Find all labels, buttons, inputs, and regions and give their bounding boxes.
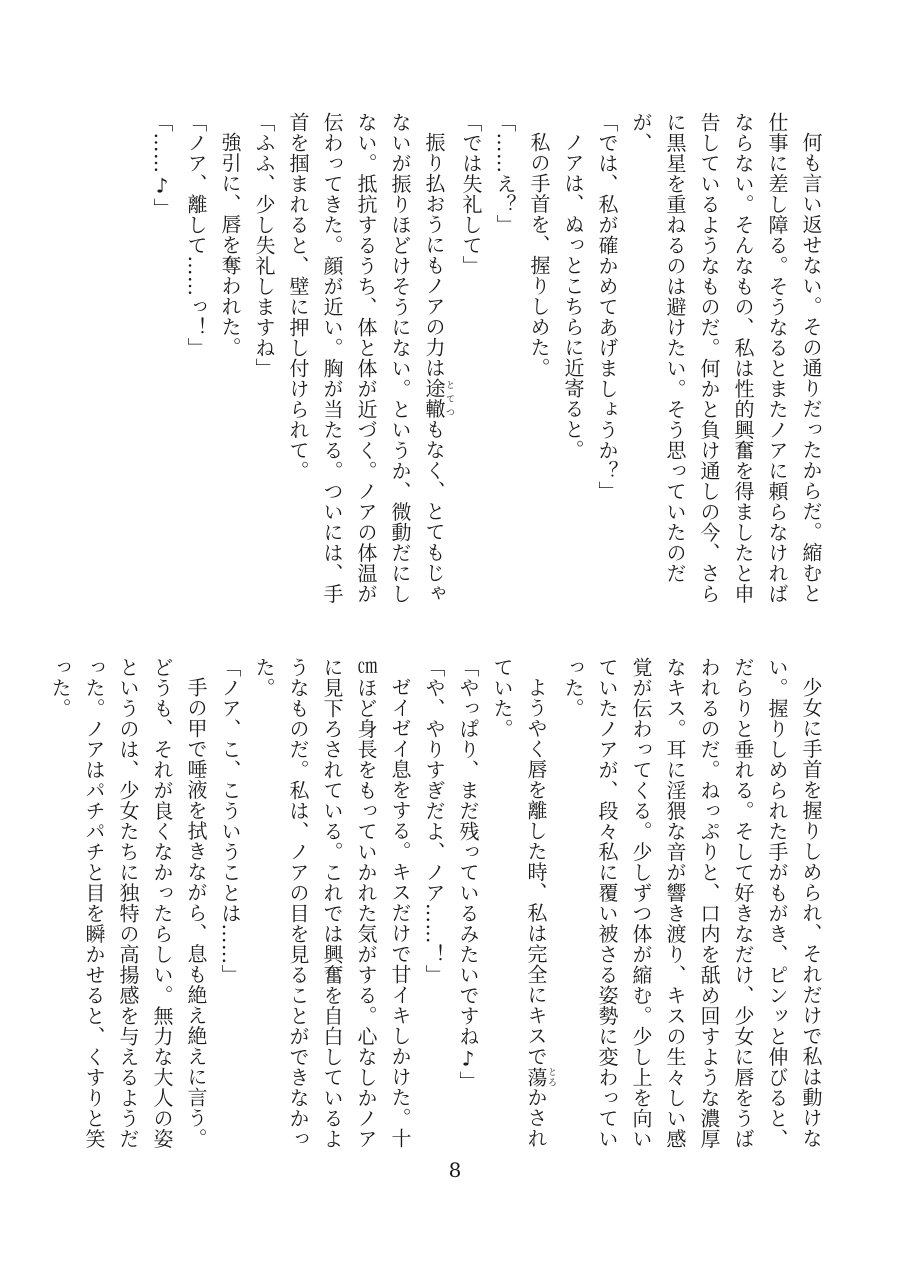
text-segment: ようやく唇を離した時、私は完全にキスで	[524, 677, 548, 1067]
paragraph: ノアは、ぬっとこちらに近寄ると。	[561, 132, 585, 460]
dialogue-line: 「では失礼して」	[459, 112, 483, 276]
paragraph: ゼイゼイ息をする。キスだけで甘イキしかけた。十㎝ほど身長をもっていかれた気がする。心なしかノアに見下ろされている。これでは興奮を自白しているようなものだ。私は、ノアの目を見ることができなかった。	[252, 657, 412, 1149]
ruby-annotation	[422, 378, 454, 419]
ruby-annotation	[524, 1066, 556, 1088]
paragraph: 何も言い返せない。その通りだったからだ。縮むと仕事に差し障る。そうなるとまたノアに頼らなければならない。そんなもの、私は性的興奮を得ましたと申告しているようなものだ。何かと負け通しの今、さらに黒星を重ねるのは避けたい。そう思っていたのだが、	[629, 112, 823, 604]
dialogue-line: 「ふふ、少し失礼しますね」	[252, 112, 276, 379]
paragraph: 手の甲で唾液を拭きながら、息も絶え絶えに言う。どうも、それが良くなかったらしい。無力な大人の姿というのは、少女たちに独特の高揚感を与えるようだった。ノアはパチパチと目を瞬かせると、くすりと笑った。	[48, 657, 208, 1149]
dialogue-line: 「ノア、こ、こういうことは……」	[218, 657, 242, 985]
dialogue-line: 「では、私が確かめてあげましょうか？」	[595, 112, 619, 502]
text-segment: 振り払おうにもノアの力は	[422, 132, 446, 378]
paragraph: 強引に、唇を奪われた。	[218, 132, 242, 358]
paragraph-with-ruby	[485, 657, 556, 1167]
dialogue-line: 「……え？」	[493, 112, 517, 235]
bottom-text-block	[48, 657, 828, 1167]
dialogue-line: 「ノア、離して……っ！」	[184, 112, 208, 358]
dialogue-line: 「やっぱり、まだ残っているみたいですね♪」	[456, 657, 480, 1092]
page-number: 8	[448, 1158, 462, 1182]
text-segment: かされていた。	[490, 657, 548, 1149]
top-text-block	[150, 112, 828, 622]
dialogue-line: 「……♪」	[150, 112, 174, 219]
ruby-reading: とろ	[546, 1066, 556, 1087]
paragraph: 少女に手首を握りしめられ、それだけで私は動けない。握りしめられた手がもがき、ピンッと伸びると、だらりと垂れる。そして好きなだけ、少女に唇をうばわれるのだ。ねっぷりと、口内を舐め回すような濃厚なキス。耳に淫猥な音が響き渡り、キスの生々しい感覚が伝わってくる。少しずつ体が縮む。少し上を向いていたノアが、段々私に覆い被さる姿勢に変わっていった。	[561, 657, 823, 1149]
paragraph: 私の手首を、握りしめた。	[527, 132, 551, 378]
text-segment: もなく、とてもじゃないが振りほどけそうにない。というか、微動だにしない。抵抗するうち、体と体が近づく。ノアの体温が伝わってきた。顔が近い。胸が当たる。ついには、手首を掴まれると、壁に押し付けられて。	[286, 112, 446, 604]
dialogue-line: 「や、やりすぎだよ、ノア……！」	[422, 657, 446, 985]
ruby-reading: とてつ	[444, 378, 454, 419]
ruby-base: 途轍	[422, 378, 446, 419]
paragraph-with-ruby	[281, 112, 454, 622]
ruby-base: 蕩	[524, 1066, 548, 1087]
